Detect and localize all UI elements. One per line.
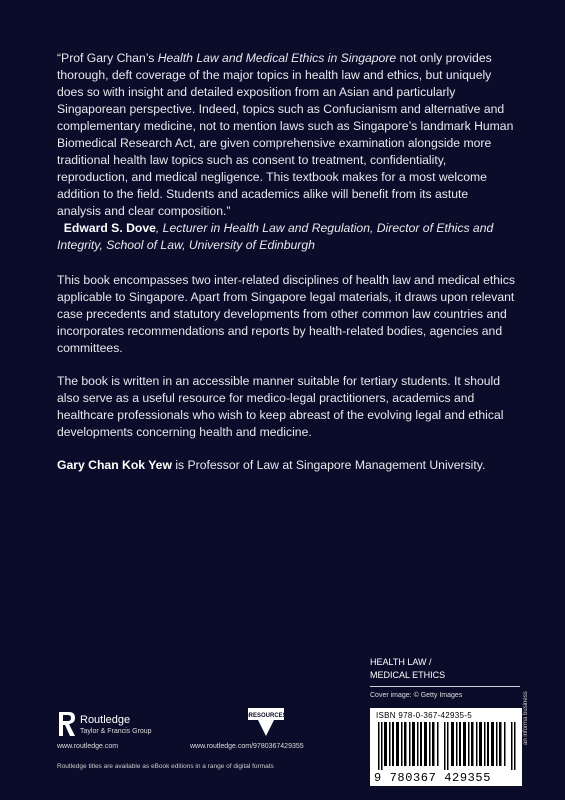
quote-text: “Prof Gary Chan’s	[57, 51, 158, 65]
author-bio	[57, 457, 515, 474]
endorser-name: Edward S. Dove	[63, 221, 156, 235]
author-name: Gary Chan Kok Yew	[57, 458, 172, 472]
book-title-italic: Health Law and Medical Ethics in Singapore	[157, 51, 397, 65]
endorser-affiliation: , Lecturer in Health Law and Regulation, Director of Ethics and Integrity, School of Law, University of Edinburgh	[57, 221, 494, 252]
quote-text-body: not only provides thorough, deft coverage of the major topics in health law and ethics, but uniquely does so with insight and detailed exposition from an Asian and particularly Singaporean perspective. Indeed, topics such as Confucianism and alternative and complementary medicine, not to mention laws such as Singapore’s landmark Human Biomedical Research Act, are given comprehensive examination alongside more traditional health law topics such as consent to treatment, confidentiality, reproduction, and medical negligence. This textbook makes for a most welcome addition to the field. Students and academics alike will benefit from its astute analysis and clear composition.”	[57, 51, 514, 218]
publisher-name: Routledge	[80, 714, 131, 726]
divider	[370, 686, 520, 687]
informa-tagline: an informa business	[523, 691, 529, 745]
author-bio-text: is Professor of Law at Singapore Management University.	[171, 458, 486, 472]
routledge-logo-icon	[57, 710, 77, 738]
publisher-group: Taylor & Francis Group	[80, 728, 152, 735]
eresources-icon	[244, 706, 288, 738]
isbn-digits: 9 780367 429355	[374, 771, 492, 785]
subject-line-1: HEALTH LAW /	[370, 657, 432, 667]
cover-credit: Cover image: © Getty Images	[370, 692, 463, 699]
ebook-availability-note: Routledge titles are available as eBook editions in a range of digital formats	[57, 763, 274, 770]
endorsement-quote	[57, 50, 515, 254]
barcode-icon	[378, 722, 516, 770]
isbn-label: ISBN 978-0-367-42935-5	[376, 711, 472, 720]
subject-category	[370, 656, 445, 682]
publisher-url[interactable]: www.routledge.com	[57, 743, 119, 750]
isbn-barcode	[370, 708, 522, 786]
description-paragraph-2: The book is written in an accessible manner suitable for tertiary students. It should also serve as a useful resource for medico-legal practitioners, academics and healthcare professionals who wish to keep abreast of the evolving legal and ethical developments concerning health and medicine.	[57, 374, 504, 439]
eresources-url[interactable]: www.routledge.com/9780367429355	[190, 743, 304, 750]
eresources-label: eRESOURCES	[245, 713, 287, 719]
subject-line-2: MEDICAL ETHICS	[370, 670, 446, 680]
description-paragraph-1: This book encompasses two inter-related disciplines of health law and medical ethics applicable to Singapore. Apart from Singapore legal materials, it draws upon relevant case precedents and statutory developments from other common law countries and incorporates recommendations and reports by health-related bodies, agencies and committees.	[57, 273, 515, 355]
